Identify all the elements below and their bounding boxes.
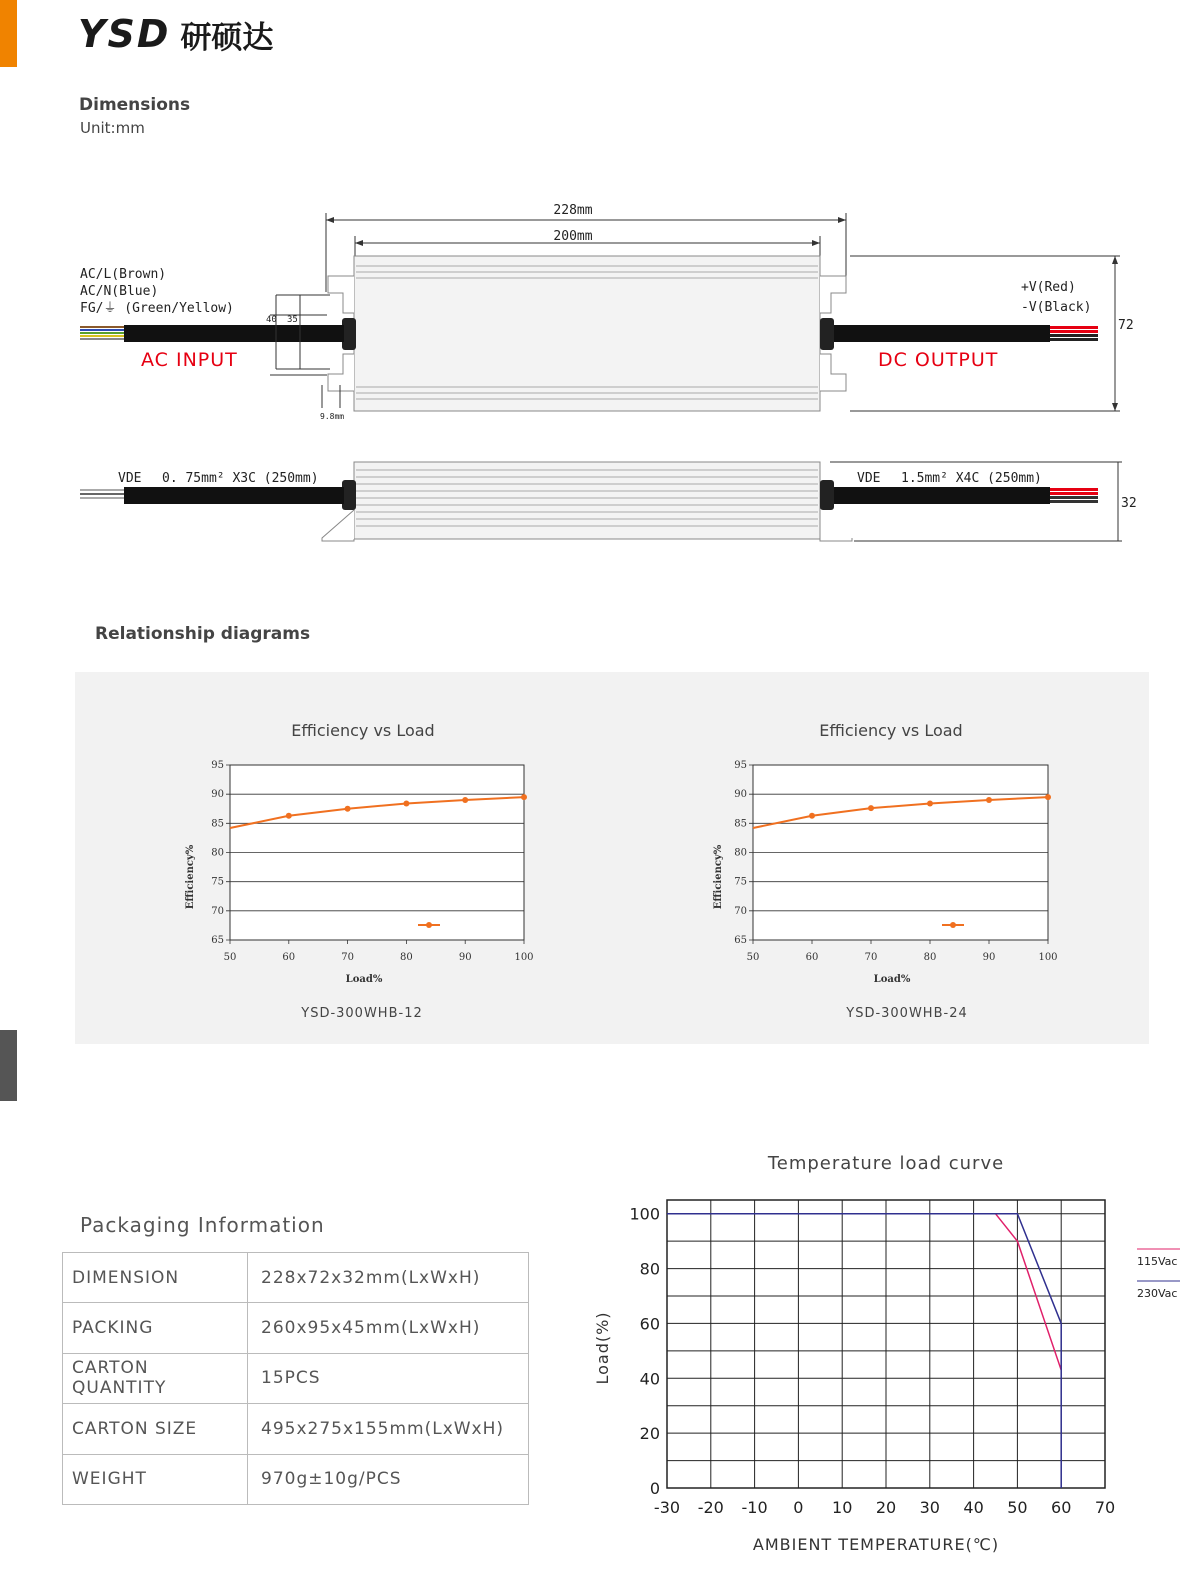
packaging-title: Packaging Information [80, 1213, 325, 1237]
length-outer-label: 228mm [553, 203, 593, 218]
data-point [986, 797, 992, 803]
x-tick-label: 60 [1051, 1498, 1072, 1517]
y-tick-label: 70 [211, 905, 224, 917]
y-tick-label: 90 [734, 789, 747, 801]
dc-output-label: DC OUTPUT [878, 349, 999, 371]
table-row [63, 1404, 529, 1454]
x-tick-label: 90 [458, 952, 472, 963]
side-marker [0, 1030, 17, 1101]
chart-1-title: Efficiency vs Load [291, 721, 435, 740]
housing-side-view [354, 462, 820, 539]
output-cable-spec: 1.5mm² X4C (250mm) [901, 471, 1042, 486]
y-tick-label: 75 [211, 876, 224, 888]
x-tick-label: 30 [919, 1498, 940, 1517]
input-wire-fg: FG/⏚ (Green/Yellow) [80, 301, 234, 316]
dimensions-title: Dimensions [79, 95, 191, 115]
dimension-drawing [0, 180, 1200, 580]
chart-2-xlabel: Load% [873, 974, 911, 985]
chart-2-model: YSD-300WHB-24 [846, 1006, 968, 1021]
y-tick-label: 100 [629, 1204, 660, 1224]
x-tick-label: 0 [793, 1498, 804, 1517]
logo-mark: YSD [78, 12, 171, 56]
x-tick-label: 50 [746, 952, 760, 963]
x-tick-label: 70 [341, 952, 354, 963]
legend-swatch-marker [426, 922, 432, 928]
x-tick-label: 40 [963, 1498, 984, 1517]
packaging-key: CARTON QUANTITY [63, 1353, 248, 1403]
x-tick-label: 90 [982, 952, 996, 963]
output-wire-negative: -V(Black) [1021, 300, 1092, 315]
x-tick-label: 50 [223, 952, 237, 963]
chart-1-ylabel: Efficiency% [185, 844, 196, 910]
y-tick-label: 60 [639, 1314, 660, 1334]
packaging-key: PACKING [63, 1303, 248, 1353]
input-cable-spec: 0. 75mm² X3C (250mm) [162, 471, 319, 486]
x-tick-label: 60 [805, 952, 819, 963]
legend-swatch-marker [950, 922, 956, 928]
logo-chinese-name: 研硕达 [180, 19, 274, 56]
x-tick-label: 10 [832, 1498, 853, 1517]
data-point [868, 805, 874, 811]
x-tick-label: -20 [697, 1498, 724, 1517]
y-tick-label: 65 [734, 935, 747, 946]
data-point [403, 801, 409, 807]
unit-label: Unit:mm [80, 119, 145, 137]
chart-1-model: YSD-300WHB-12 [301, 1006, 423, 1021]
legend-230-label: 230Vac [1137, 1287, 1178, 1300]
table-row [63, 1454, 529, 1504]
relationship-title: Relationship diagrams [95, 624, 311, 644]
brand-logo [78, 12, 273, 56]
temperature-chart [560, 1140, 1200, 1592]
data-point [927, 801, 933, 807]
y-tick-label: 70 [734, 905, 747, 917]
data-point [1045, 794, 1051, 800]
packaging-table [62, 1252, 529, 1505]
y-tick-label: 95 [734, 760, 747, 771]
efficiency-charts [75, 672, 1149, 1044]
table-row [63, 1253, 529, 1303]
packaging-value: 260x95x45mm(LxWxH) [248, 1303, 529, 1353]
accent-bar [0, 0, 17, 67]
legend-115-label: 115Vac [1137, 1255, 1178, 1268]
x-tick-label: 100 [514, 952, 534, 963]
data-point [286, 813, 292, 819]
temperature-title: Temperature load curve [767, 1153, 1005, 1174]
y-tick-label: 95 [211, 760, 224, 771]
x-tick-label: 80 [923, 952, 937, 963]
packaging-value: 495x275x155mm(LxWxH) [248, 1404, 529, 1454]
chart-1-xlabel: Load% [345, 974, 383, 985]
chart-2-title: Efficiency vs Load [819, 721, 963, 740]
ac-input-label: AC INPUT [141, 349, 238, 371]
input-wire-l: AC/L(Brown) [80, 267, 167, 282]
output-gland [820, 318, 834, 350]
data-point [521, 794, 527, 800]
input-gland [342, 318, 356, 350]
output-cable-prefix: VDE [857, 471, 881, 486]
x-tick-label: 70 [864, 952, 878, 963]
y-tick-label: 85 [734, 818, 747, 830]
packaging-key: WEIGHT [63, 1454, 248, 1504]
x-tick-label: 70 [1094, 1498, 1116, 1517]
dim-40-label: 40 [266, 315, 277, 325]
thickness-label: 32 [1121, 496, 1137, 511]
x-tick-label: 50 [1007, 1498, 1028, 1517]
x-tick-label: 20 [875, 1498, 897, 1517]
chart-2-ylabel: Efficiency% [713, 844, 724, 910]
packaging-value: 970g±10g/PCS [248, 1454, 529, 1504]
x-tick-label: -10 [741, 1498, 768, 1517]
x-tick-label: -30 [653, 1498, 681, 1517]
temperature-ylabel: Load(%) [593, 1311, 612, 1385]
y-tick-label: 40 [639, 1369, 660, 1389]
table-row [63, 1353, 529, 1403]
y-tick-label: 0 [649, 1479, 660, 1498]
y-tick-label: 65 [211, 935, 224, 946]
length-inner-label: 200mm [553, 229, 593, 244]
packaging-key: DIMENSION [63, 1253, 248, 1303]
input-wire-n: AC/N(Blue) [80, 284, 159, 299]
x-tick-label: 100 [1038, 952, 1058, 963]
packaging-value: 15PCS [248, 1353, 529, 1403]
y-tick-label: 75 [734, 876, 747, 888]
dim-9-8-label: 9.8mm [320, 412, 345, 421]
data-point [462, 797, 468, 803]
height-label: 72 [1118, 318, 1134, 333]
data-point [809, 813, 815, 819]
input-cable-prefix: VDE [118, 471, 142, 486]
packaging-value: 228x72x32mm(LxWxH) [248, 1253, 529, 1303]
y-tick-label: 85 [211, 818, 224, 830]
input-cable [124, 325, 344, 342]
packaging-key: CARTON SIZE [63, 1404, 248, 1454]
housing-top-view [354, 256, 820, 411]
temperature-xlabel: AMBIENT TEMPERATURE(℃) [752, 1535, 1000, 1554]
x-tick-label: 80 [400, 952, 413, 963]
y-tick-label: 80 [639, 1259, 660, 1279]
table-row [63, 1303, 529, 1353]
output-cable [834, 325, 1050, 342]
y-tick-label: 90 [211, 789, 224, 801]
y-tick-label: 80 [211, 847, 224, 859]
y-tick-label: 20 [639, 1424, 660, 1444]
dim-35-label: 35 [287, 315, 298, 325]
output-wire-positive: +V(Red) [1021, 280, 1076, 295]
data-point [345, 806, 351, 812]
y-tick-label: 80 [734, 847, 747, 859]
x-tick-label: 60 [282, 952, 296, 963]
